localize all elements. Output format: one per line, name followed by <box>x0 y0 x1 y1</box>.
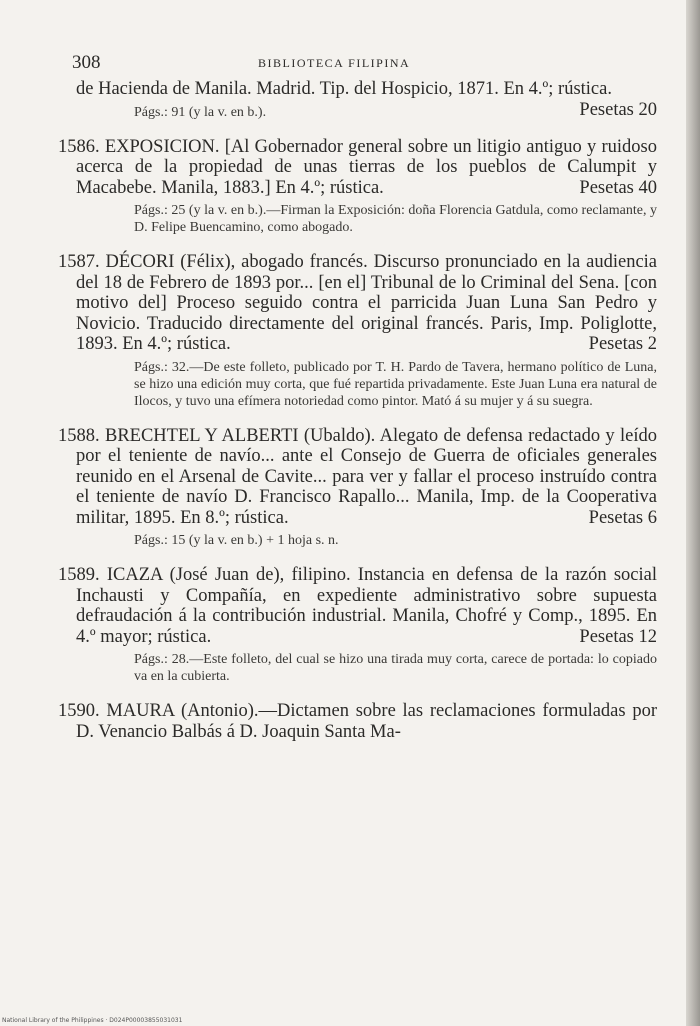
entry-text: DÉCORI (Félix), abogado francés. Discurso pronunciado en la audiencia del 18 de Febrero de 1893 por... [en el] Tribunal de lo Criminal del Sena. [con motivo del] Proceso seguido contra el parricida Juan Luna San Pedro y Novicio. Traducido directamente del original francés. Paris, Imp. Poliglotte, 1893. En 4.º; rústica. <box>76 252 658 354</box>
catalog-entries <box>58 79 658 742</box>
entry-note: Págs.: 91 (y la v. en b.). <box>134 104 267 120</box>
running-title: BIBLIOTECA FILIPINA <box>258 56 411 70</box>
catalog-entry-1587 <box>58 252 658 410</box>
entry-number: 1587. <box>58 252 100 272</box>
catalog-entry-1586 <box>58 136 657 237</box>
page-edge-shadow <box>686 0 700 1026</box>
entry-price: Pesetas 2 <box>588 334 657 354</box>
scan-credit: National Library of the Philippines · D024P00003855031031 <box>2 1017 183 1024</box>
entry-number: 1588. <box>58 425 100 446</box>
entry-number: 1586. <box>58 136 100 157</box>
entry-note: Págs.: 28.—Este folleto, del cual se hizo una tirada muy corta, carece de portada: lo copiado va en la cubierta. <box>134 652 657 684</box>
entry-price: Pesetas 20 <box>579 99 657 120</box>
entry-text: MAURA (Antonio).—Dictamen sobre las reclamaciones formuladas por D. Venancio Balbás á D. Joaquin Santa Ma- <box>76 701 657 742</box>
entry-text: de Hacienda de Manila. Madrid. Tip. del Hospicio, 1871. En 4.º; rústica. <box>76 79 612 99</box>
entry-price: Pesetas 12 <box>579 626 657 647</box>
entry-number: 1589. <box>58 565 100 585</box>
catalog-entry-1589 <box>58 565 657 685</box>
entry-note: Págs.: 15 (y la v. en b.) + 1 hoja s. n. <box>134 533 339 548</box>
entry-number: 1590. <box>58 701 100 721</box>
catalog-entry-continued <box>76 79 657 121</box>
entry-text: EXPOSICION. [Al Gobernador general sobre un litigio antiguo y ruidoso acerca de la propiedad de unas tierras de los pueblos de Calumpit y Macabebe. Manila, 1883.] En 4.º; rústica. <box>76 136 657 198</box>
entry-text: ICAZA (José Juan de), filipino. Instancia en defensa de la razón social Inchausti y Compañía, en expediente administrativo sobre supuesta defraudación á la contribución industrial. Manila, Chofré y Comp., 1895. En 4.º mayor; rústica. <box>76 565 657 647</box>
entry-price: Pesetas 6 <box>588 507 657 528</box>
catalog-entry-1588 <box>58 425 658 550</box>
entry-text: BRECHTEL Y ALBERTI (Ubaldo). Alegato de defensa redactado y leído por el teniente de navío... ante el Consejo de Guerra de oficiales generales reunido en el Arsenal de Cavite... para ver y fallar el proceso instruído contra el teniente de navío D. Francisco Rapallo... Manila, Imp. de la Cooperativa militar, 1895. En 8.º; rústica. <box>76 425 658 528</box>
page-number: 308 <box>72 52 101 73</box>
page-header <box>72 52 657 76</box>
entry-price: Pesetas 40 <box>579 177 657 198</box>
catalog-entry-1590 <box>58 701 657 742</box>
entry-note: Págs.: 32.—De este folleto, publicado por T. H. Pardo de Tavera, hermano político de Luna, se hizo una edición muy corta, que fué repartida privadamente. Este Juan Luna era natural de Ilocos, y tuvo una efímera notoriedad como pintor. Mató á su mujer y á su suegra. <box>134 359 657 409</box>
entry-note: Págs.: 25 (y la v. en b.).—Firman la Exposición: doña Florencia Gatdula, como reclamante, y D. Felipe Buencamino, como abogado. <box>134 203 657 235</box>
